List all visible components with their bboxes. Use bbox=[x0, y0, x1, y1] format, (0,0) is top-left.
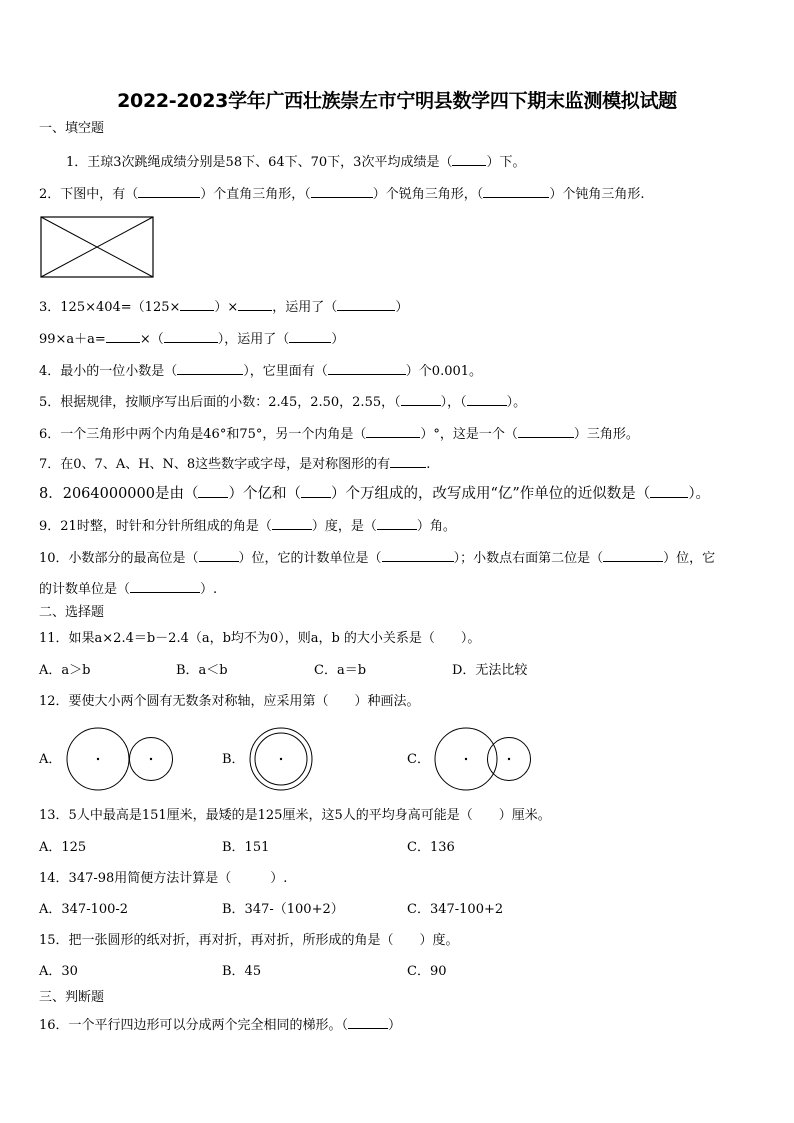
q12-option-a-label[interactable]: A． bbox=[39, 752, 62, 767]
question-11-stem: 11．如果a×2.4＝b－2.4（a，b均不为0），则a，b 的大小关系是（ ）。 bbox=[39, 631, 481, 646]
question-14-stem: 14．347-98用简便方法计算是（ ）. bbox=[39, 871, 288, 886]
question-15-stem: 15．把一张圆形的纸对折，再对折，再对折，所形成的角是（ ）度。 bbox=[39, 933, 459, 948]
question-9: 9．21时整，时针和分针所组成的角是（ ）度，是（ ）角。 bbox=[39, 519, 456, 534]
q11-option-c[interactable]: C．a＝b bbox=[314, 663, 367, 678]
section-heading-true-false: 三、判断题 bbox=[39, 990, 105, 1005]
q15-option-a[interactable]: A．30 bbox=[39, 964, 78, 979]
answer-blank[interactable] bbox=[106, 330, 140, 343]
answer-blank[interactable] bbox=[301, 485, 331, 498]
q12-figure-b-concentric-circles[interactable] bbox=[249, 727, 313, 791]
q11-option-b[interactable]: B．a＜b bbox=[176, 663, 228, 678]
q13-option-c[interactable]: C．136 bbox=[407, 840, 455, 855]
question-2: 2．下图中，有（ ）个直角三角形，（ ）个锐角三角形，（ ）个钝角三角形. bbox=[39, 187, 645, 202]
q11-option-d[interactable]: D．无法比较 bbox=[452, 663, 528, 678]
answer-blank[interactable] bbox=[289, 330, 331, 343]
answer-blank[interactable] bbox=[272, 517, 312, 530]
answer-blank[interactable] bbox=[452, 153, 486, 166]
answer-blank[interactable] bbox=[180, 298, 214, 311]
answer-blank[interactable] bbox=[390, 455, 426, 468]
answer-blank[interactable] bbox=[311, 185, 373, 198]
answer-blank[interactable] bbox=[650, 485, 688, 498]
answer-blank[interactable] bbox=[130, 580, 200, 593]
question-3-line-2: 99×a＋a= ×（ ），运用了（ ） bbox=[39, 332, 345, 347]
question-10-line-1: 10．小数部分的最高位是（ ）位，它的计数单位是（ ）；小数点右面第二位是（ ）位，它 bbox=[39, 551, 716, 566]
answer-blank[interactable] bbox=[382, 549, 454, 562]
q13-option-a[interactable]: A．125 bbox=[39, 840, 87, 855]
answer-blank[interactable] bbox=[337, 298, 395, 311]
question-16: 16．一个平行四边形可以分成两个完全相同的梯形。（ ） bbox=[39, 1018, 402, 1033]
answer-blank[interactable] bbox=[238, 298, 272, 311]
q11-option-a[interactable]: A．a＞b bbox=[39, 663, 91, 678]
question-3-line-1: 3．125×404=（125× ）× ，运用了（ ） bbox=[39, 300, 409, 315]
q12-option-b-label[interactable]: B． bbox=[222, 752, 245, 767]
answer-blank[interactable] bbox=[603, 549, 663, 562]
question-1: 1．王琼3次跳绳成绩分别是58下、64下、70下，3次平均成绩是（ ）下。 bbox=[66, 155, 526, 170]
answer-blank[interactable] bbox=[199, 549, 239, 562]
answer-blank[interactable] bbox=[366, 425, 420, 438]
q15-option-c[interactable]: C．90 bbox=[407, 964, 447, 979]
answer-blank[interactable] bbox=[401, 393, 441, 406]
answer-blank[interactable] bbox=[518, 425, 574, 438]
q12-figure-c-overlapping-circles[interactable] bbox=[434, 727, 534, 791]
answer-blank[interactable] bbox=[377, 517, 417, 530]
question-8: 8．2064000000是由（ ）个亿和（ ）个万组成的，改写成用“亿”作单位的近似数是（ ）。 bbox=[39, 486, 711, 502]
answer-blank[interactable] bbox=[483, 185, 549, 198]
question-12-stem: 12．要使大小两个圆有无数条对称轴，应采用第（ ）种画法。 bbox=[39, 694, 420, 709]
rectangle-with-diagonals-figure bbox=[40, 216, 154, 278]
question-13-stem: 13．5人中最高是151厘米，最矮的是125厘米，这5人的平均身高可能是（ ）厘米。 bbox=[39, 808, 551, 823]
q12-option-c-label[interactable]: C． bbox=[407, 752, 430, 767]
answer-blank[interactable] bbox=[328, 362, 406, 375]
answer-blank[interactable] bbox=[138, 185, 200, 198]
answer-blank[interactable] bbox=[348, 1016, 388, 1029]
q14-option-a[interactable]: A．347-100-2 bbox=[39, 902, 129, 917]
q14-option-c[interactable]: C．347-100+2 bbox=[407, 902, 504, 917]
answer-blank[interactable] bbox=[198, 485, 228, 498]
q15-option-b[interactable]: B．45 bbox=[222, 964, 262, 979]
question-10-line-2: 的计数单位是（ ）. bbox=[39, 582, 218, 597]
q12-figure-a-tangent-circles[interactable] bbox=[66, 727, 176, 791]
question-4: 4．最小的一位小数是（ ），它里面有（ ）个0.001。 bbox=[39, 364, 483, 379]
q14-option-b[interactable]: B．347-（100+2） bbox=[222, 902, 344, 917]
section-heading-fill-blank: 一、填空题 bbox=[39, 121, 105, 136]
answer-blank[interactable] bbox=[467, 393, 507, 406]
answer-blank[interactable] bbox=[177, 362, 243, 375]
section-heading-multiple-choice: 二、选择题 bbox=[39, 605, 105, 620]
page-title: 2022-2023学年广西壮族崇左市宁明县数学四下期末监测模拟试题 bbox=[117, 90, 677, 112]
question-7: 7．在0、7、A、H、N、8这些数字或字母，是对称图形的有 . bbox=[39, 457, 431, 472]
question-5: 5．根据规律，按顺序写出后面的小数：2.45，2.50，2.55，（ ），（ ）。 bbox=[39, 395, 527, 410]
answer-blank[interactable] bbox=[164, 330, 218, 343]
question-6: 6．一个三角形中两个内角是46°和75°，另一个内角是（ ）°，这是一个（ ）三角形。 bbox=[39, 427, 639, 442]
q13-option-b[interactable]: B．151 bbox=[222, 840, 270, 855]
